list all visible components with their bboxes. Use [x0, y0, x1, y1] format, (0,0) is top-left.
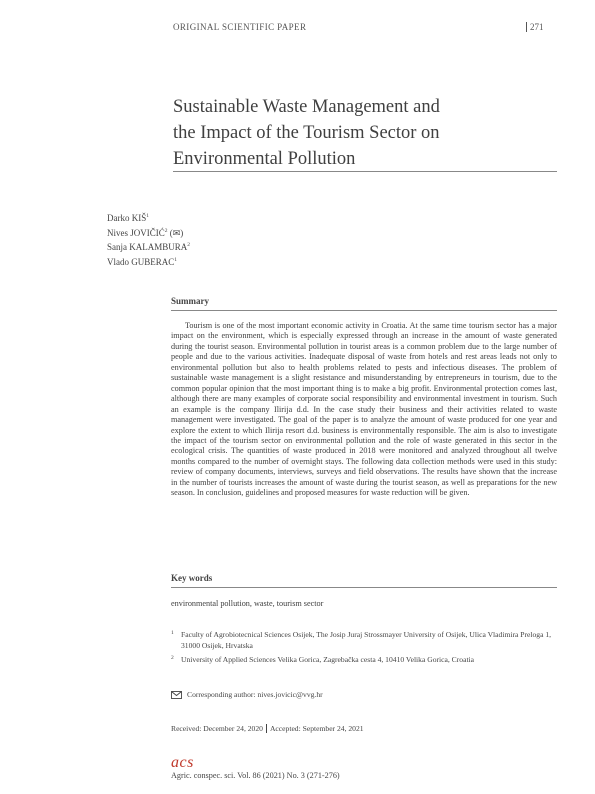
- corresponding-author: [171, 690, 323, 699]
- summary-divider: [171, 310, 557, 311]
- author-list: [107, 210, 190, 268]
- author-affiliation-mark: 1: [174, 256, 177, 263]
- summary-paragraph: Tourism is one of the most important economic activity in Croatia. At the same time tourism sector has a major impact on the environment, which is especially expressed through an increase in the amount of waste generated during the tourist season. Environmental pollution in tourist areas is a common problem due to the large number of people and due to the various activities. Inadequate disposal of waste from hotels and rest areas leads not only to environmental pollution but also to health problems related to pests and infectious diseases. The problem of sustainable waste management is a slight resistance and misunderstanding by entrepreneurs in tourism, due to the common popular opinion that the most important thing is to make a big profit. Environmental protection comes last, although there are many examples of corporate social responsibility and environmental investment in tourism. Such an example is the company Ilirija d.d. In the case study their business and their activities related to waste management were investigated. The goal of the paper is to analyze the amount of waste produced for one year and explore the extent to which Ilirija resort d.d. business is environmentally responsible. The aim is also to investigate the impact of the tourism sector on environmental pollution and the role of waste generated in this sector in the ecological crisis. The quantities of waste produced in 2018 were monitored and analyzed throughout all twelve months compared to the number of overnight stays. The following data collection methods were used in this study: review of company documents, interviews, surveys and field observations. The results have shown that the increase in the number of tourists increases the amount of waste during the tourist season, as well as preparations for the new season. In conclusion, guidelines and proposed measures for waste reduction will be given.: [171, 321, 557, 498]
- affiliation-item: [171, 630, 557, 651]
- title-line: Environmental Pollution: [173, 149, 356, 169]
- author-row: [107, 210, 190, 225]
- journal-logo: acs: [171, 754, 194, 771]
- corresponding-author-text[interactable]: Corresponding author: nives.jovicic@vvg.hr: [187, 690, 323, 699]
- paper-title: [173, 94, 553, 172]
- affiliation-text: University of Applied Sciences Velika Gorica, Zagrebačka cesta 4, 10410 Velika Gorica, Croatia: [181, 655, 475, 664]
- summary-text: [171, 321, 557, 499]
- author-row: [107, 239, 190, 254]
- author-row: [107, 225, 190, 240]
- summary-heading: Summary: [171, 296, 209, 306]
- envelope-icon: [171, 691, 182, 699]
- affiliation-text: Faculty of Agrobiotecnical Sciences Osijek, The Josip Juraj Strossmayer University of Osijek, Ulica Vladimira Preloga 1, 31000 Osijek, Hrvatska: [181, 630, 552, 650]
- affiliation-number: 1: [171, 630, 174, 636]
- author-name: Nives JOVIČIĆ: [107, 227, 165, 238]
- page-number: 271: [526, 22, 544, 32]
- author-affiliation-mark: 1: [146, 213, 149, 219]
- affiliations: [171, 630, 557, 670]
- keywords-divider: [171, 587, 557, 588]
- keywords-heading: Key words: [171, 573, 213, 583]
- received-date: Received: December 24, 2020: [171, 724, 263, 733]
- received-accepted-dates: [171, 724, 364, 733]
- article-type: ORIGINAL SCIENTIFIC PAPER: [173, 22, 307, 32]
- title-divider: [173, 171, 557, 172]
- title-line: Sustainable Waste Management and: [173, 97, 440, 117]
- author-contact[interactable]: (✉): [169, 227, 184, 238]
- affiliation-number: 2: [171, 655, 174, 661]
- author-name: Vlado GUBERAC: [107, 256, 175, 267]
- page-number-container: [526, 22, 544, 32]
- keywords-text: environmental pollution, waste, tourism sector: [171, 599, 324, 608]
- author-name: Sanja KALAMBURA: [107, 242, 188, 252]
- accepted-date: Accepted: September 24, 2021: [269, 724, 364, 733]
- author-row: [107, 254, 190, 269]
- date-separator: [266, 724, 267, 733]
- title-line: the Impact of the Tourism Sector on: [173, 123, 440, 143]
- author-affiliation-mark: 2: [187, 242, 190, 248]
- journal-citation: Agric. conspec. sci. Vol. 86 (2021) No. 3 (271-276): [171, 771, 340, 780]
- affiliation-item: [171, 655, 557, 666]
- author-affiliation-mark: 2: [164, 227, 168, 234]
- author-name: Darko KIŠ: [107, 213, 147, 223]
